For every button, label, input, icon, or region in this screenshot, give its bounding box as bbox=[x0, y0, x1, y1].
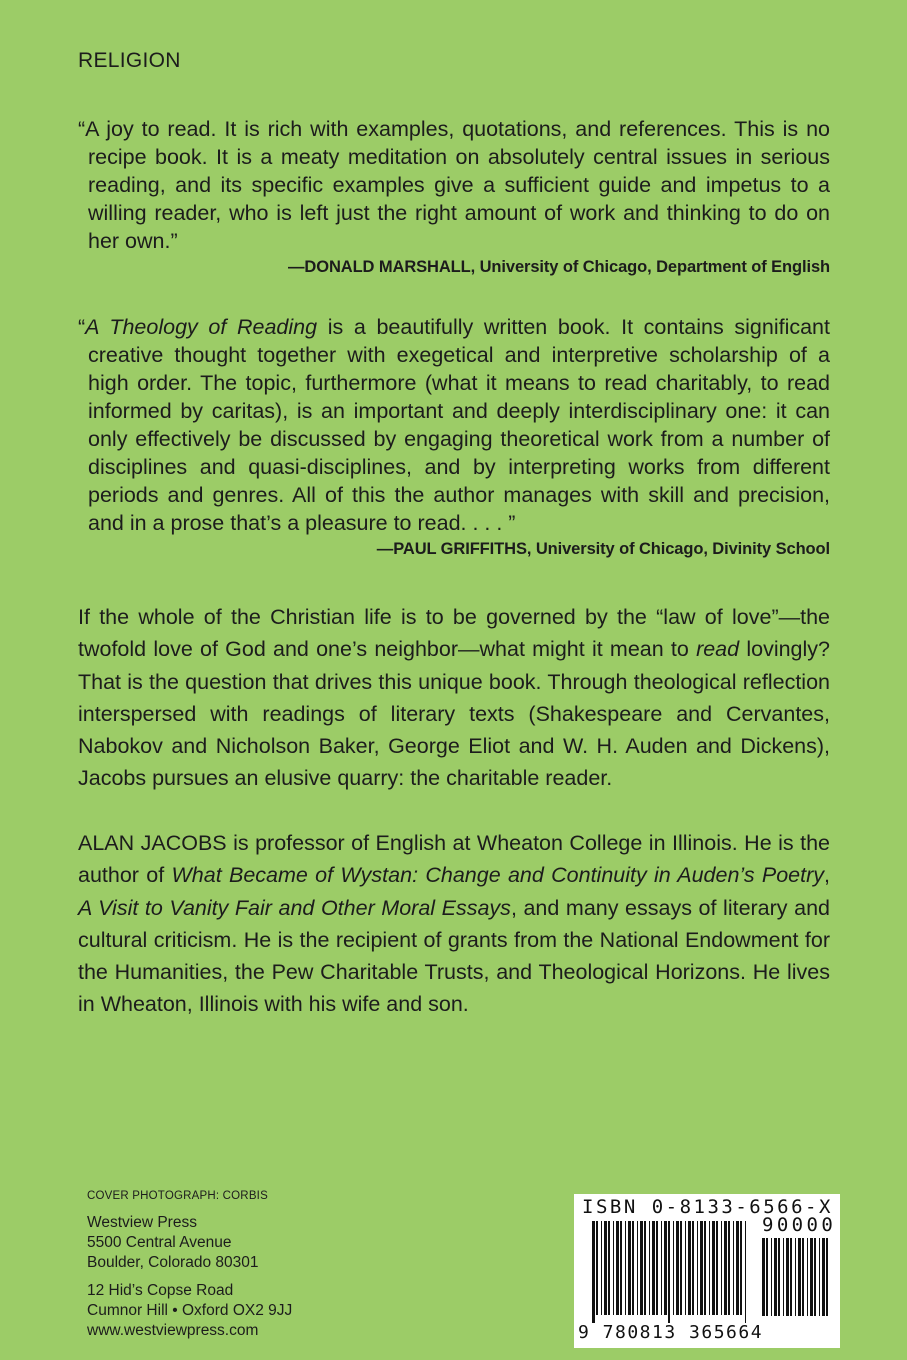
barcode-bar bbox=[740, 1221, 742, 1315]
publisher-website: www.westviewpress.com bbox=[87, 1322, 259, 1339]
barcode-bar bbox=[795, 1238, 796, 1316]
barcode-bar bbox=[668, 1221, 670, 1323]
publisher-name: Westview Press bbox=[87, 1214, 197, 1231]
barcode-bar bbox=[628, 1221, 631, 1315]
author-bio bbox=[78, 827, 830, 1021]
barcode-bar bbox=[608, 1221, 610, 1315]
barcode-bar bbox=[745, 1221, 746, 1323]
quote-2-open-mark: “ bbox=[78, 315, 86, 339]
barcode-bar bbox=[810, 1238, 813, 1316]
price-bars bbox=[762, 1238, 830, 1324]
barcode-bar bbox=[762, 1238, 765, 1316]
barcode-bar bbox=[692, 1221, 694, 1315]
barcode-bar bbox=[596, 1221, 598, 1315]
review-quote-2 bbox=[78, 313, 830, 561]
quote-1-attribution: —DONALD MARSHALL, University of Chicago, Department of English bbox=[288, 258, 830, 276]
barcode-bar bbox=[802, 1238, 804, 1316]
barcode-bar bbox=[733, 1221, 734, 1315]
barcode-bar bbox=[601, 1221, 602, 1315]
barcode-bar bbox=[685, 1221, 686, 1315]
barcode-bar bbox=[822, 1238, 825, 1316]
barcode-bar bbox=[819, 1238, 820, 1316]
barcode-bar bbox=[664, 1221, 667, 1315]
barcode-bar bbox=[728, 1221, 730, 1315]
barcode-bar bbox=[700, 1221, 703, 1315]
barcode-bar bbox=[774, 1238, 777, 1316]
barcode-bar bbox=[592, 1221, 595, 1323]
quote-2-text bbox=[78, 313, 830, 537]
quote-2-book-title: A Theology of Reading bbox=[85, 315, 318, 339]
uk-address-line-2: Cumnor Hill • Oxford OX2 9JJ bbox=[87, 1302, 293, 1319]
barcode-bar bbox=[709, 1221, 710, 1315]
publisher-imprint bbox=[87, 1186, 292, 1341]
barcode-bar bbox=[688, 1221, 691, 1315]
isbn-barcode bbox=[574, 1194, 840, 1348]
quote-2-body: is a beautifully written book. It contains significant creative thought together with exegetical and interpretive scholarship of a high order. The topic, furthermore (what it means to read charitably, to read informed by caritas), is an important and deeply interdisciplinary one: it can only effectively be discussed by engaging theoretical work from a number of disciplines and quasi-disciplines, and by interpreting works from different periods and genres. All of this the author manages with skill and precision, and in a prose that’s a pleasure to read. . . . ” bbox=[88, 315, 830, 535]
barcode-bar bbox=[616, 1221, 619, 1315]
photo-credit: COVER PHOTOGRAPH: CORBIS bbox=[87, 1190, 268, 1202]
description-emphasis: read bbox=[696, 637, 740, 662]
barcode-bar bbox=[712, 1221, 715, 1315]
barcode-bar bbox=[604, 1221, 607, 1315]
barcode-bar bbox=[807, 1238, 808, 1316]
quote-2-attribution: —PAUL GRIFFITHS, University of Chicago, Divinity School bbox=[376, 540, 830, 558]
barcode-bar bbox=[790, 1238, 792, 1316]
us-address bbox=[87, 1213, 292, 1273]
bio-separator: , bbox=[824, 863, 830, 888]
barcode-bar bbox=[778, 1238, 780, 1316]
barcode-bar bbox=[613, 1221, 614, 1315]
bio-part-1: ALAN JACOBS is professor of English at Wheaton College in Illinois. He is the author of bbox=[78, 831, 830, 888]
bio-book-2: A Visit to Vanity Fair and Other Moral Essays bbox=[78, 895, 511, 920]
barcode-bar bbox=[632, 1221, 634, 1315]
book-description bbox=[78, 601, 830, 795]
barcode-bar bbox=[736, 1221, 739, 1315]
barcode-bar bbox=[661, 1221, 662, 1315]
barcode-bar bbox=[652, 1221, 655, 1315]
barcode-bar bbox=[716, 1221, 718, 1315]
category-label: RELIGION bbox=[78, 49, 181, 72]
barcode-bar bbox=[676, 1221, 679, 1315]
us-address-line-1: 5500 Central Avenue bbox=[87, 1234, 232, 1251]
barcode-bar bbox=[724, 1221, 727, 1315]
uk-address-line-1: 12 Hid’s Copse Road bbox=[87, 1282, 234, 1299]
barcode-bar bbox=[649, 1221, 650, 1315]
bio-book-1: What Became of Wystan: Change and Continuity in Auden’s Poetry bbox=[171, 863, 825, 888]
quote-1-text: “A joy to read. It is rich with examples, quotations, and references. This is no recipe book. It is a meaty meditation on absolutely central issues in serious reading, and its specific examples give a sufficient guide and impetus to a willing reader, who is left just the right amount of work and thinking to do on her own.” bbox=[78, 117, 830, 253]
uk-address bbox=[87, 1281, 292, 1341]
review-quote-1 bbox=[78, 115, 830, 279]
ean-bars bbox=[592, 1221, 748, 1323]
barcode-bar bbox=[625, 1221, 626, 1315]
description-part-1: If the whole of the Christian life is to be governed by the “law of love”—the twofold love of God and one’s neighbor—what might it mean to bbox=[78, 605, 830, 662]
barcode-bar bbox=[640, 1221, 643, 1315]
barcode-bar bbox=[783, 1238, 784, 1316]
barcode-bar bbox=[766, 1238, 768, 1316]
barcode-bar bbox=[786, 1238, 789, 1316]
barcode-bar bbox=[680, 1221, 682, 1315]
barcode-bar bbox=[620, 1221, 622, 1315]
description-part-2: lovingly? That is the question that drives this unique book. Through theological reflection interspersed with readings of literary texts (Shakespeare and Cervantes, Nabokov and Nicholson Baker, George Eliot and W. H. Auden and Dickens), Jacobs pursues an elusive quarry: the charitable reader. bbox=[78, 637, 830, 791]
barcode-bar bbox=[644, 1221, 646, 1315]
barcode-bar bbox=[637, 1221, 638, 1315]
price-code-text: 90000 bbox=[762, 1214, 837, 1236]
ean-digits: 9 780813 365664 bbox=[578, 1322, 764, 1343]
barcode-bar bbox=[814, 1238, 816, 1316]
barcode-bar bbox=[673, 1221, 674, 1315]
barcode-bar bbox=[771, 1238, 772, 1316]
isbn-text: ISBN 0-8133-6566-X bbox=[582, 1196, 833, 1218]
barcode-bar bbox=[826, 1238, 828, 1316]
barcode-bar bbox=[798, 1238, 801, 1316]
bio-part-2: , and many essays of literary and cultural criticism. He is the recipient of grants from the National Endowment for the Humanities, the Pew Charitable Trusts, and Theological Horizons. He lives in Wheaton, Illinois with his wife and son. bbox=[78, 895, 830, 1017]
barcode-bar bbox=[656, 1221, 658, 1315]
barcode-bar bbox=[721, 1221, 722, 1315]
barcode-bar bbox=[697, 1221, 698, 1315]
us-address-line-2: Boulder, Colorado 80301 bbox=[87, 1254, 259, 1271]
barcode-bar bbox=[704, 1221, 706, 1315]
